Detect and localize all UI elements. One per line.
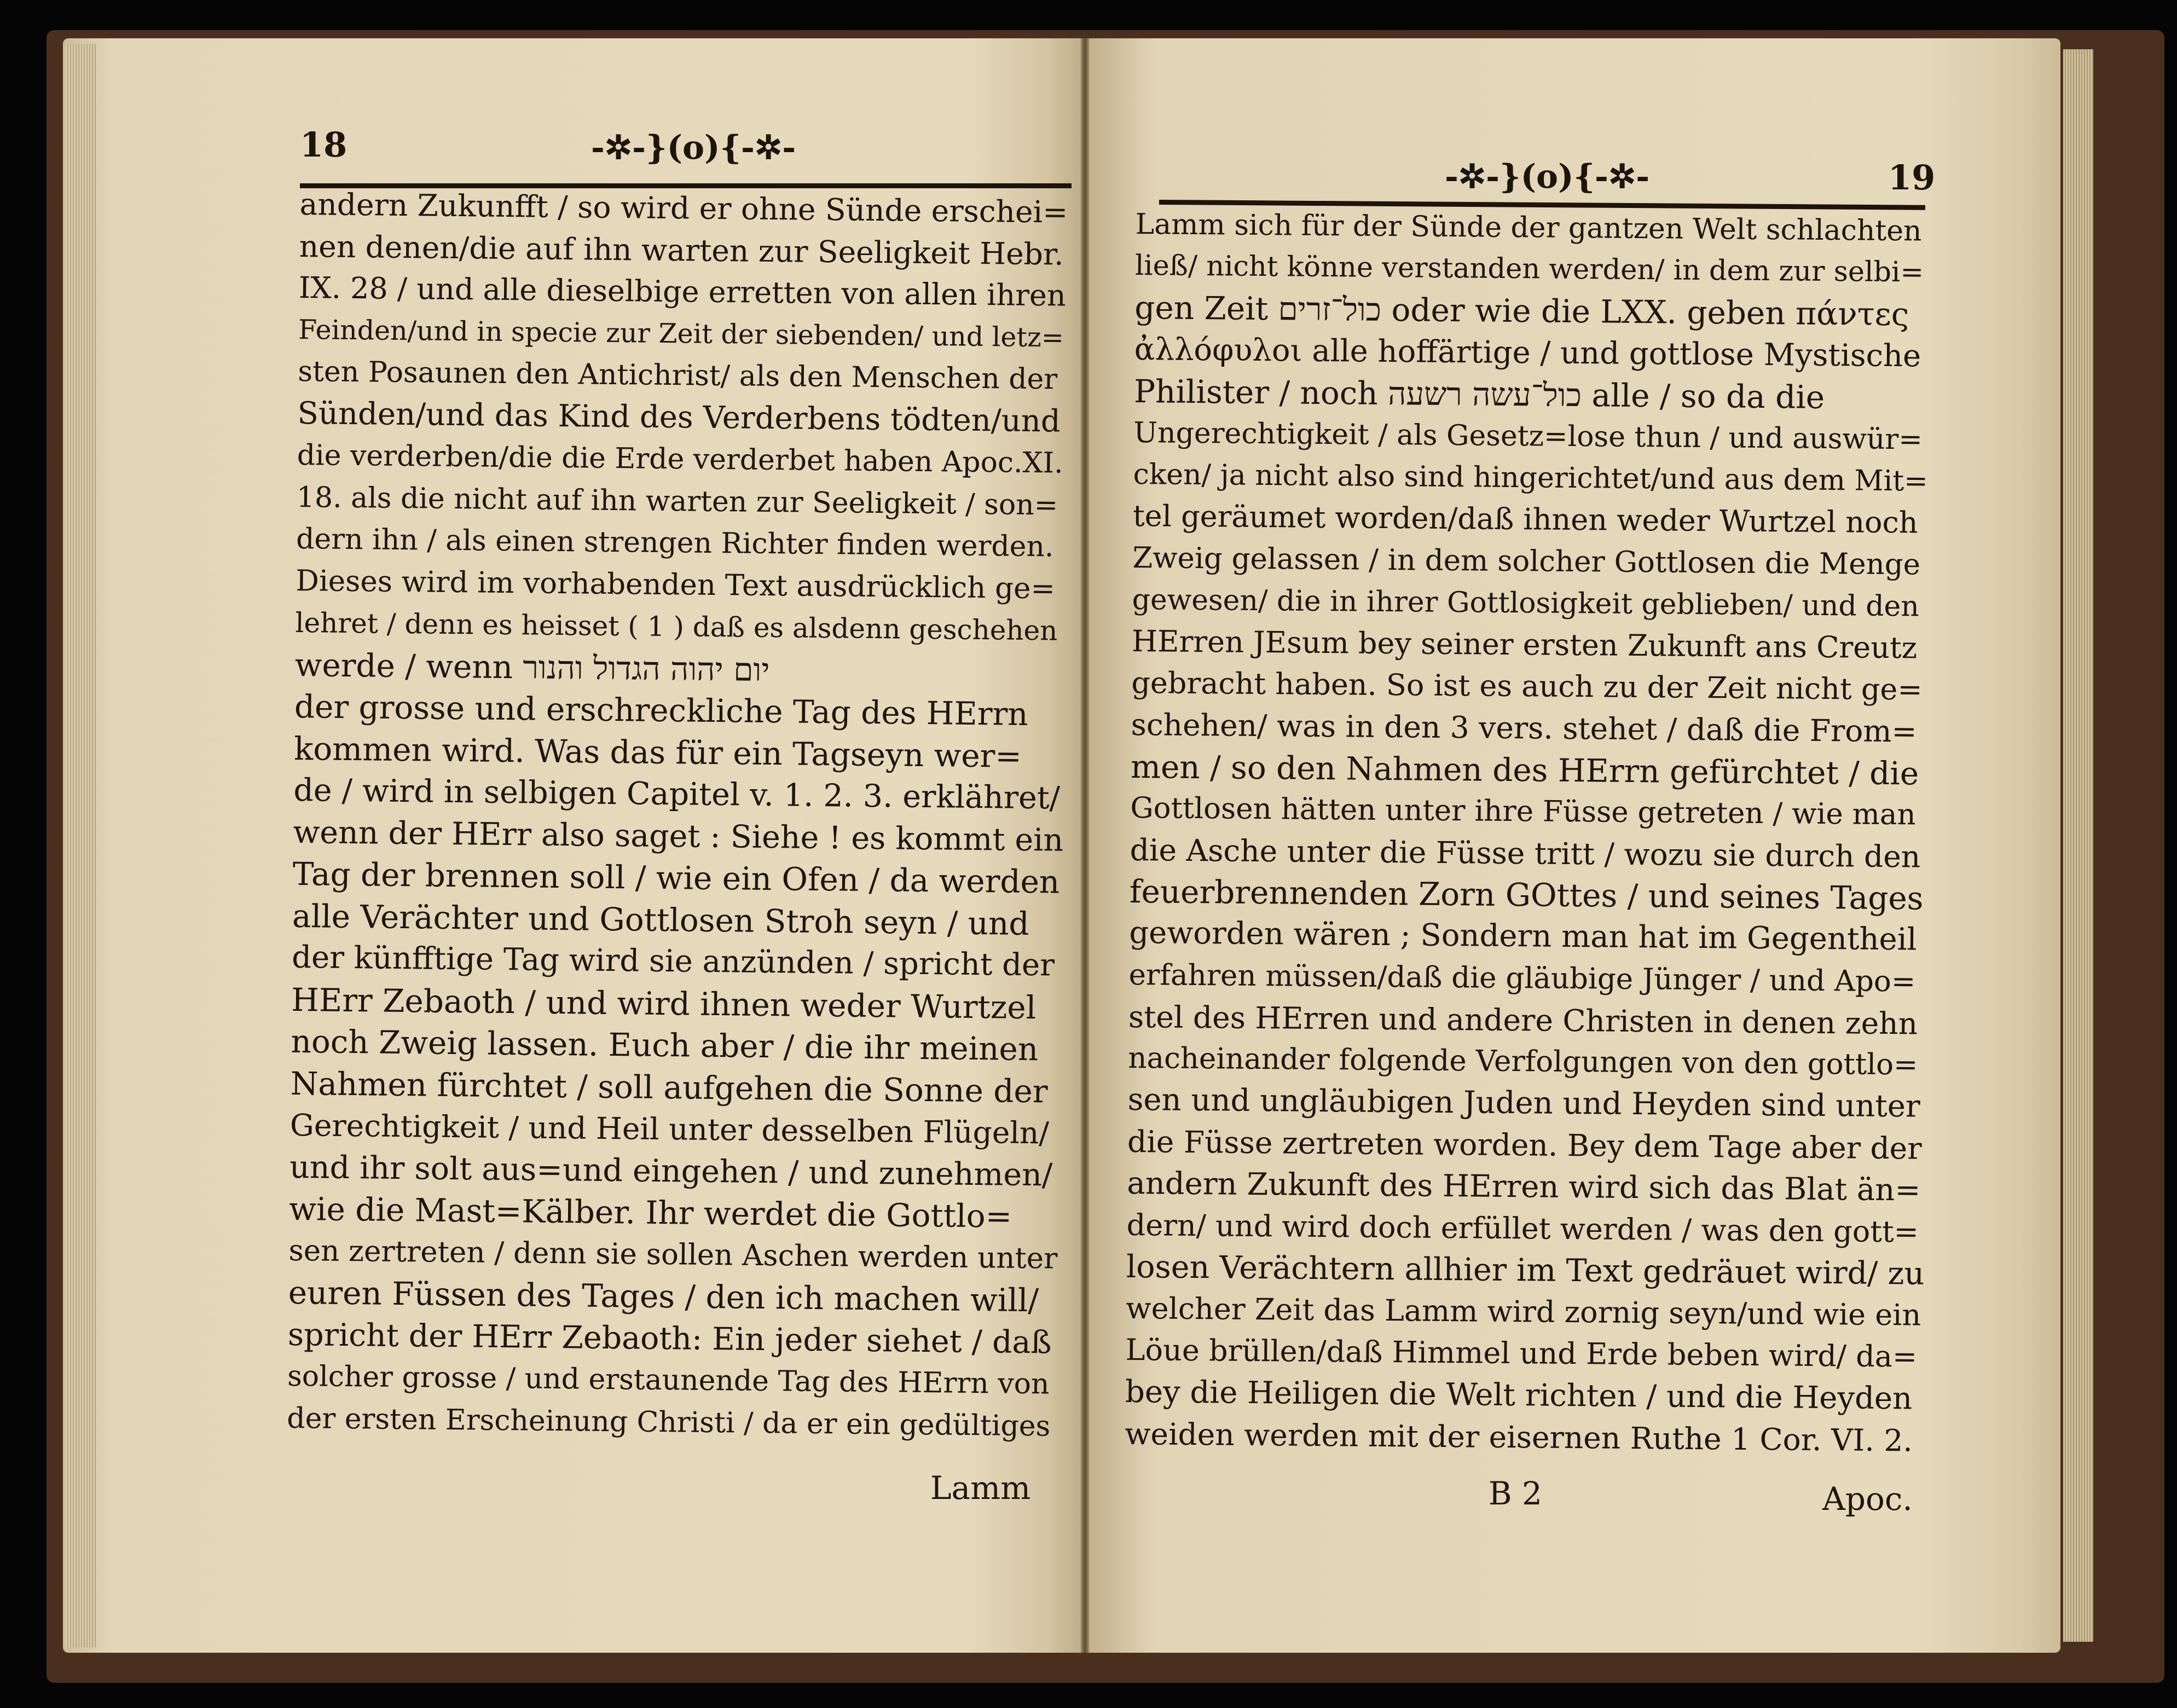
text-line: andern Zukunfft / so wird er ohne Sünde erschei= [299,186,1068,230]
text-line: IX. 28 / und alle dieselbige erretten von allen ihren [298,270,1067,313]
text-line: der ersten Erscheinung Christi / da er ein gedültiges [287,1402,1051,1443]
right-page-number: 19 [1888,158,1936,198]
text-line: Ungerechtigkeit / als Gesetz=lose thun / und auswür= [1133,416,1923,456]
text-line: gen Zeit כול־זרים oder wie die LXX. geben πάντες [1134,289,1909,333]
text-line: ἀλλόφυλοι alle hoffärtige / und gottlose Mystische [1134,331,1921,374]
left-text-block [287,183,1072,1448]
text-line: men / so den Nahmen des HErrn gefürchtet / die [1130,748,1919,792]
text-line: 18. als die nicht auf ihn warten zur Seeligkeit / son= [296,480,1058,522]
text-line: Nahmen fürchtet / soll aufgehen die Sonne der [290,1064,1048,1110]
text-line: wenn der HErr also saget : Siehe ! es kommt ein [293,814,1064,859]
text-line: Löue brüllen/daß Himmel und Erde beben wird/ da= [1125,1333,1918,1375]
text-line: nacheinander folgende Verfolgungen von den gottlo= [1128,1041,1918,1082]
text-line: Sünden/und das Kind des Verderbens tödten/und [297,395,1061,439]
text-line: nen denen/die auf ihn warten zur Seeligkeit Hebr. [299,228,1064,272]
text-line: wie die Mast=Kälber. Ihr werdet die Gottlo= [289,1190,1012,1235]
text-line: alle Verächter und Gottlosen Stroh seyn / und [292,897,1029,942]
text-line: euren Füssen des Tages / den ich machen will/ [288,1273,1039,1319]
text-line: geworden wären ; Sondern man hat im Gegentheil [1129,915,1917,958]
text-line: solcher grosse / und erstaunende Tag des HErrn von [287,1359,1050,1401]
text-line: lehret / denn es heisset ( 1 ) daß es alsdenn geschehen [295,606,1058,647]
text-line: gebracht haben. So ist es auch zu der Zeit nicht ge= [1131,665,1923,707]
text-line: die Füsse zertreten worden. Bey dem Tage aber der [1127,1124,1922,1167]
right-page-edges [2063,49,2093,1642]
text-line: dern ihn / als einen strengen Richter finden werden. [296,522,1054,564]
text-line: gewesen/ die in ihrer Gottlosigkeit geblieben/ und den [1132,583,1920,623]
text-line: welcher Zeit das Lamm wird zornig seyn/und wie ein [1126,1291,1921,1333]
text-line: stel des HErren und andere Christen in denen zehn [1128,999,1918,1041]
text-line: de / wird in selbigen Capitel v. 1. 2. 3. erklähret/ [293,772,1061,817]
text-line: feuerbrennenden Zorn GOttes / und seines Tages [1129,873,1924,917]
left-header-ornament: -✲-}(o){-✲- [591,129,796,167]
text-line: Gerechtigkeit / und Heil unter desselben Flügeln/ [290,1107,1050,1151]
text-line: Zweig gelassen / in dem solcher Gottlosen die Menge [1132,541,1921,582]
text-line: cken/ ja nicht also sind hingerichtet/und aus dem Mit= [1133,458,1929,498]
text-line: sten Posaunen den Antichrist/ als den Menschen der [298,355,1058,396]
right-header-ornament: -✲-}(o){-✲- [1445,158,1650,196]
left-page-number: 18 [300,125,348,165]
text-line: der künfftige Tag wird sie anzünden / spricht der [291,939,1055,983]
text-line: schehen/ was in den 3 vers. stehet / daß die From= [1131,707,1917,749]
text-line: HErr Zebaoth / und wird ihnen weder Wurtzel [291,981,1037,1026]
text-line: tel geräumet worden/daß ihnen weder Wurtzel noch [1132,499,1918,540]
text-line: spricht der HErr Zebaoth: Ein jeder siehet / daß [287,1316,1052,1360]
text-line: dern/ und wird doch erfüllet werden / was den gott= [1126,1207,1919,1249]
right-text-block [1125,204,1935,1462]
text-line: die verderben/die die Erde verderbet haben Apoc.XI. [297,438,1063,480]
left-page-edges [66,44,96,1647]
text-line: weiden werden mit der eisernen Ruthe 1 Cor. VI. 2. [1125,1416,1913,1458]
left-catchword: Lamm [930,1469,1031,1507]
right-catchword: Apoc. [1822,1480,1913,1518]
text-line: Tag der brennen soll / wie ein Ofen / da werden [292,855,1060,901]
signature-mark: B 2 [1489,1475,1542,1512]
text-line: losen Verächtern allhier im Text gedräuet wird/ zu [1126,1249,1925,1292]
text-line: erfahren müssen/daß die gläubige Jünger / und Apo= [1128,958,1916,999]
text-line: HErren JEsum bey seiner ersten Zukunft ans Creutz [1131,624,1918,665]
text-line: und ihr solt aus=und eingehen / und zunehmen/ [289,1149,1053,1193]
text-line: bey die Heiligen die Welt richten / und die Heyden [1125,1374,1913,1417]
text-line: sen zertreten / denn sie sollen Aschen werden unter [288,1234,1058,1276]
book-gutter [1081,38,1089,1653]
text-line: noch Zweig lassen. Euch aber / die ihr meinen [291,1022,1039,1068]
text-line: werde / wenn יום יהוה הגדול והנור [294,646,770,688]
text-line: Lamm sich für der Sünde der gantzen Welt schlachten [1135,207,1922,248]
text-line: Dieses wird im vorhabenden Text ausdrücklich ge= [296,564,1056,605]
text-line: Gottlosen hätten unter ihre Füsse getreten / wie man [1130,791,1916,832]
text-line: Feinden/und in specie zur Zeit der siebenden/ und letz= [298,314,1064,354]
text-line: Philister / noch כול־עשה רשעה alle / so da die [1133,372,1825,416]
text-line: andern Zukunft des HErren wird sich das Blat än= [1127,1165,1921,1208]
text-line: sen und ungläubigen Juden und Heyden sind unter [1127,1082,1920,1125]
text-line: ließ/ nicht könne verstanden werden/ in dem zur selbi= [1134,250,1924,289]
text-line: kommen wird. Was das für ein Tagseyn wer= [293,729,1022,775]
text-line: der grosse und erschreckliche Tag des HErrn [294,687,1028,733]
text-line: die Asche unter die Füsse tritt / wozu sie durch den [1130,832,1921,875]
